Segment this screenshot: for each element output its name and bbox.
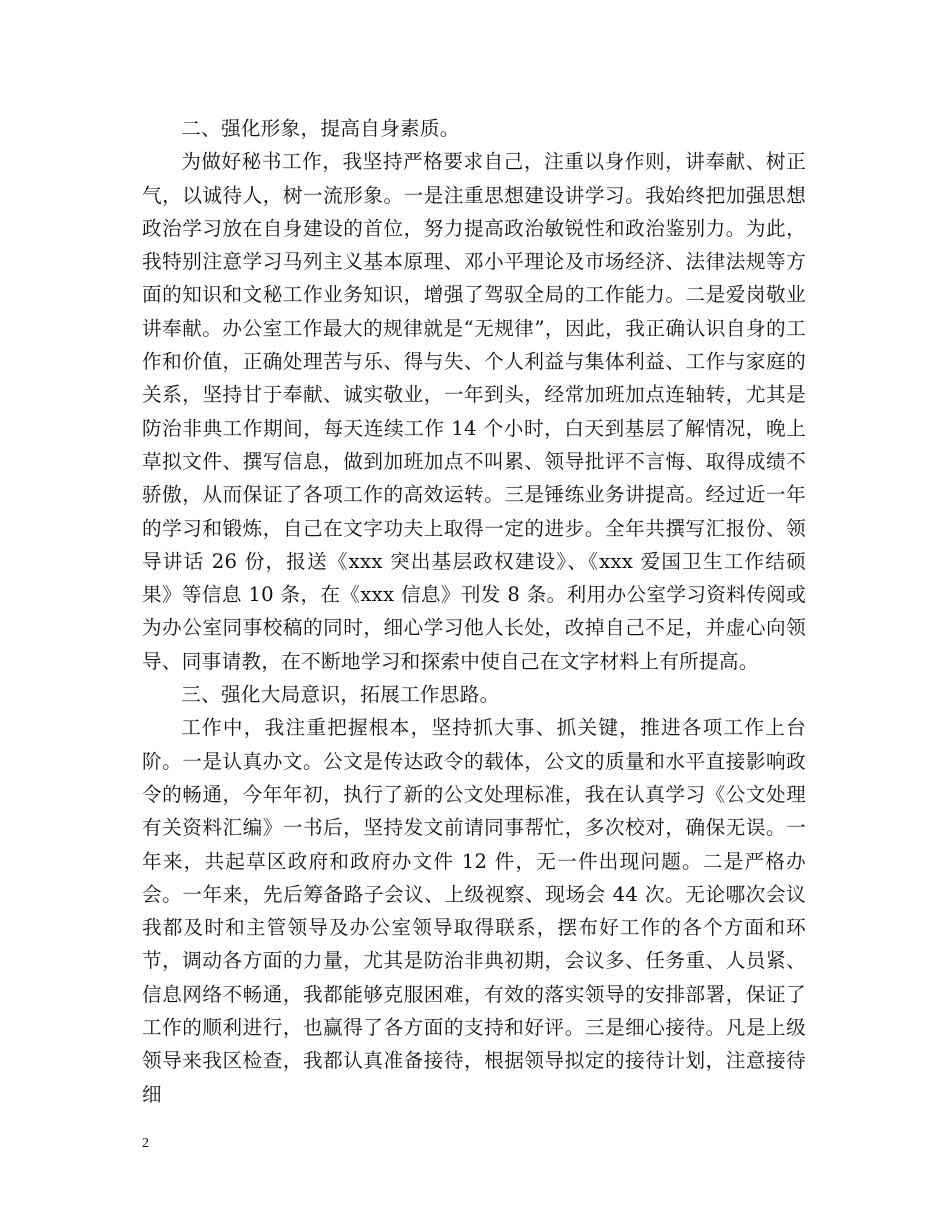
paragraph-image-building: 为做好秘书工作，我坚持严格要求自己，注重以身作则，讲奉献、树正气，以诚待人，树一流形象。一是注重思想建设讲学习。我始终把加强思想政治学习放在自身建设的首位，努力提高政治敏锐性和政治鉴别力。为此，我特别注意学习马列主义基本原理、邓小平理论及市场经济、法律法规等方面的知识和文秘工作业务知识，增强了驾驭全局的工作能力。二是爱岗敬业讲奉献。办公室工作最大的规律就是“无规律”，因此，我正确认识自身的工作和价值，正确处理苦与乐、得与失、个人利益与集体利益、工作与家庭的关系，坚持甘于奉献、诚实敬业，一年到头，经常加班加点连轴转，尤其是防治非典工作期间，每天连续工作 14 个小时，白天到基层了解情况，晚上草拟文件、撰写信息，做到加班加点不叫累、领导批评不言悔、取得成绩不骄傲，从而保证了各项工作的高效运转。三是锤练业务讲提高。经过近一年的学习和锻炼，自己在文字功夫上取得一定的进步。全年共撰写汇报份、领导讲话 26 份，报送《xxx 突出基层政权建设》、《xxx 爱国卫生工作结硕果》等信息 10 条，在《xxx 信息》刊发 8 条。利用办公室学习资料传阅或为办公室同事校稿的同时，细心学习他人长处，改掉自己不足，并虚心向领导、同事请教，在不断地学习和探索中使自己在文字材料上有所提高。 — [142, 150, 806, 673]
section-heading-three: 三、强化大局意识，拓展工作思路。 — [181, 683, 500, 707]
paragraph-work-approach: 工作中，我注重把握根本，坚持抓大事、抓关键，推进各项工作上台阶。一是认真办文。公文是传达政令的载体，公文的质量和水平直接影响政令的畅通，今年年初，执行了新的公文处理标准，我在认真学习《公文处理有关资料汇编》一书后，坚持发文前请同事帮忙，多次校对，确保无误。一年来，共起草区政府和政府办文件 12 件，无一件出现问题。二是严格办会。一年来，先后筹备路子会议、上级视察、现场会 44 次。无论哪次会议我都及时和主管领导及办公室领导取得联系，摆布好工作的各个方面和环节，调动各方面的力量，尤其是防治非典初期，会议多、任务重、人员紧、信息网络不畅通，我都能够克服困难，有效的落实领导的安排部署，保证了工作的顺利进行，也赢得了各方面的支持和好评。三是细心接待。凡是上级领导来我区检查，我都认真准备接待，根据领导拟定的接待计划，注意接待细 — [142, 716, 806, 1106]
document-body — [142, 112, 806, 1111]
page-number: 2 — [142, 1136, 149, 1151]
section-heading-two: 二、强化形象，提高自身素质。 — [181, 117, 460, 140]
